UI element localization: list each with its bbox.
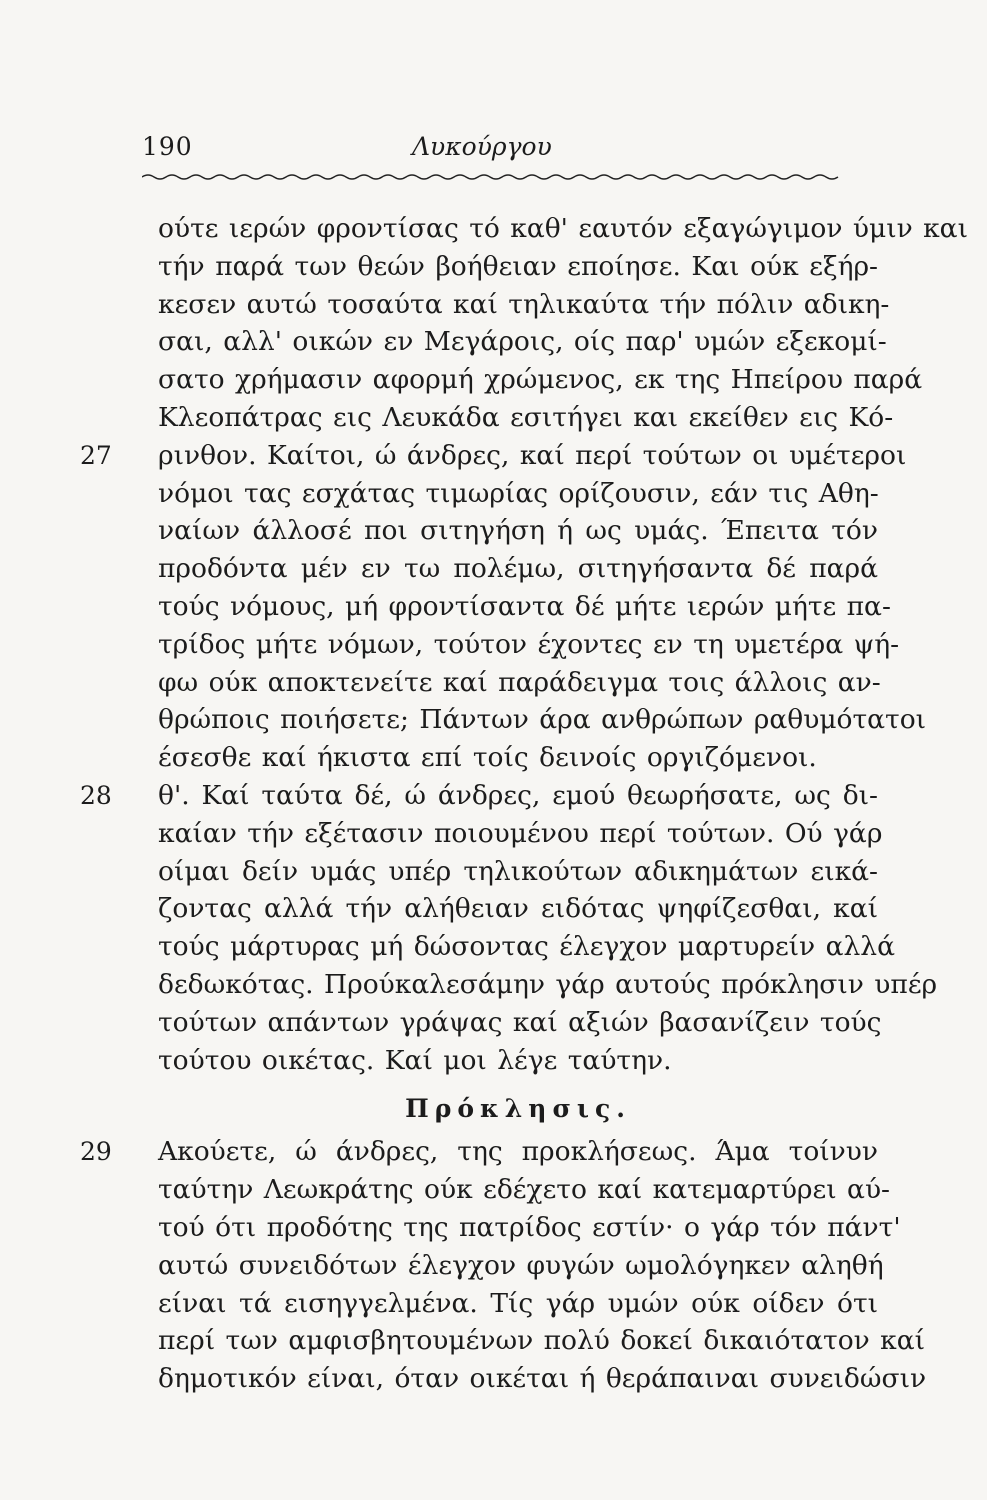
line-text: προδόντα μέν εν τω πολέμω, σιτηγήσαντα δέ παρά: [158, 553, 878, 585]
text-line: [158, 550, 878, 588]
line-text: θρώποις ποιήσετε; Πάντων άρα ανθρώπων ραθυμότατοι: [158, 704, 927, 736]
line-text: κεσεν αυτώ τοσαύτα καί τηλικαύτα τήν πόλιν αδικη-: [158, 288, 890, 320]
line-text: ταύτην Λεωκράτης ούκ εδέχετο καί κατεμαρτύρει αύ-: [158, 1174, 891, 1206]
line-text: ζοντας αλλά τήν αλήθειαν ειδότας ψηφίζεσθαι, καί: [158, 893, 878, 925]
text-line: [158, 664, 881, 702]
line-text: νόμοι τας εσχάτας τιμωρίας ορίζουσιν, εάν τις Αθη-: [158, 477, 879, 509]
line-text: σατο χρήμασιν αφορμή χρώμενος, εκ της Ηπείρου παρά: [158, 364, 923, 396]
text-line: [158, 210, 968, 248]
line-text: ρινθον. Καίτοι, ώ άνδρες, καί περί τούτων οι υμέτεροι: [158, 439, 907, 471]
line-text: δημοτικόν είναι, όταν οικέται ή θεράπαιναι συνειδώσιν: [158, 1363, 927, 1395]
section-number: 27: [80, 440, 112, 470]
text-line: [158, 1360, 927, 1398]
line-text: αυτώ συνειδότων έλεγχον φυγών ωμολόγηκεν αληθή: [158, 1249, 884, 1281]
text-line: [158, 361, 923, 399]
text-line: [80, 1133, 878, 1171]
text-line: [158, 890, 878, 928]
text-line: [158, 475, 878, 513]
line-text: είναι τά εισηγγελμένα. Τίς γάρ υμών ούκ οίδεν ότι: [158, 1287, 878, 1319]
text-line: [158, 1322, 926, 1360]
text-line: [158, 588, 891, 626]
text-line: [158, 286, 890, 324]
page-number: 190: [142, 132, 193, 161]
line-text: τήν παρά των θεών βοήθειαν εποίησε. Και ούκ εξήρ-: [158, 250, 878, 282]
line-text: τρίδος μήτε νόμων, τούτον έχοντες εν τη υμετέρα ψή-: [158, 628, 900, 660]
text-line: [158, 1042, 878, 1080]
line-text: τούτου οικέτας. Καί μοι λέγε ταύτην.: [158, 1044, 672, 1076]
text-line: [158, 248, 878, 286]
line-text: έσεσθε καί ήκιστα επί τοίς δεινοίς οργιζόμενοι.: [158, 742, 817, 774]
text-line: [158, 966, 938, 1004]
text-line: [158, 323, 887, 361]
section-number: 28: [80, 780, 112, 810]
header-rule: [142, 172, 842, 182]
line-text: τούς νόμους, μή φροντίσαντα δέ μήτε ιερών μήτε πα-: [158, 590, 891, 622]
text-line: [158, 1285, 878, 1323]
text-line: [158, 1209, 901, 1247]
text-line: [158, 1247, 884, 1285]
paragraphs-block-1: [80, 210, 968, 1079]
section-number: 29: [80, 1137, 112, 1167]
text-line: [158, 739, 878, 777]
text-line: [158, 626, 900, 664]
text-line: [158, 1171, 891, 1209]
line-text: τού ότι προδότης της πατρίδος εστίν· ο γάρ τόν πάντ': [158, 1211, 901, 1243]
line-text: ούτε ιερών φροντίσας τό καθ' εαυτόν εξαγώγιμον ύμιν και: [158, 213, 968, 244]
line-text: φω ούκ αποκτενείτε καί παράδειγμα τοις άλλοις αν-: [158, 666, 881, 698]
text-line: [158, 815, 883, 853]
line-text: καίαν τήν εξέτασιν ποιουμένου περί τούτων. Ού γάρ: [158, 817, 883, 849]
text-line: [158, 701, 927, 739]
line-text: ναίων άλλοσέ ποι σιτηγήση ή ως υμάς. Έπειτα τόν: [158, 515, 878, 547]
text-line: [158, 512, 878, 550]
text-line: [158, 1004, 882, 1042]
line-text: περί των αμφισβητουμένων πολύ δοκεί δικαιότατον καί: [158, 1325, 926, 1357]
body-text: [80, 210, 968, 1398]
text-line: [80, 777, 878, 815]
running-title: Λυκούργου: [412, 132, 552, 161]
line-text: σαι, αλλ' οικών εν Μεγάροις, οίς παρ' υμών εξεκομί-: [158, 326, 887, 358]
text-line: [158, 928, 895, 966]
text-line: [80, 437, 907, 475]
line-text: οίμαι δείν υμάς υπέρ τηλικούτων αδικημάτων εικά-: [158, 855, 878, 887]
text-line: [158, 399, 894, 437]
page-header: [142, 128, 842, 168]
section-heading: Πρόκλησις.: [405, 1094, 631, 1124]
line-text: δεδωκότας. Προύκαλεσάμην γάρ αυτούς πρόκλησιν υπέρ: [158, 968, 938, 1000]
line-text: τούς μάρτυρας μή δώσοντας έλεγχον μαρτυρείν αλλά: [158, 931, 895, 963]
line-text: Ακούετε, ώ άνδρες, της προκλήσεως. Άμα τοίνυν: [158, 1136, 878, 1168]
line-text: Κλεοπάτρας εις Λευκάδα εσιτήγει και εκείθεν εις Κό-: [158, 401, 894, 433]
paragraphs-block-2: [80, 1133, 927, 1398]
line-text: τούτων απάντων γράψας καί αξιών βασανίζειν τούς: [158, 1006, 882, 1038]
line-text: θ'. Καί ταύτα δέ, ώ άνδρες, εμού θεωρήσατε, ως δι-: [158, 779, 878, 811]
text-line: [158, 853, 878, 891]
